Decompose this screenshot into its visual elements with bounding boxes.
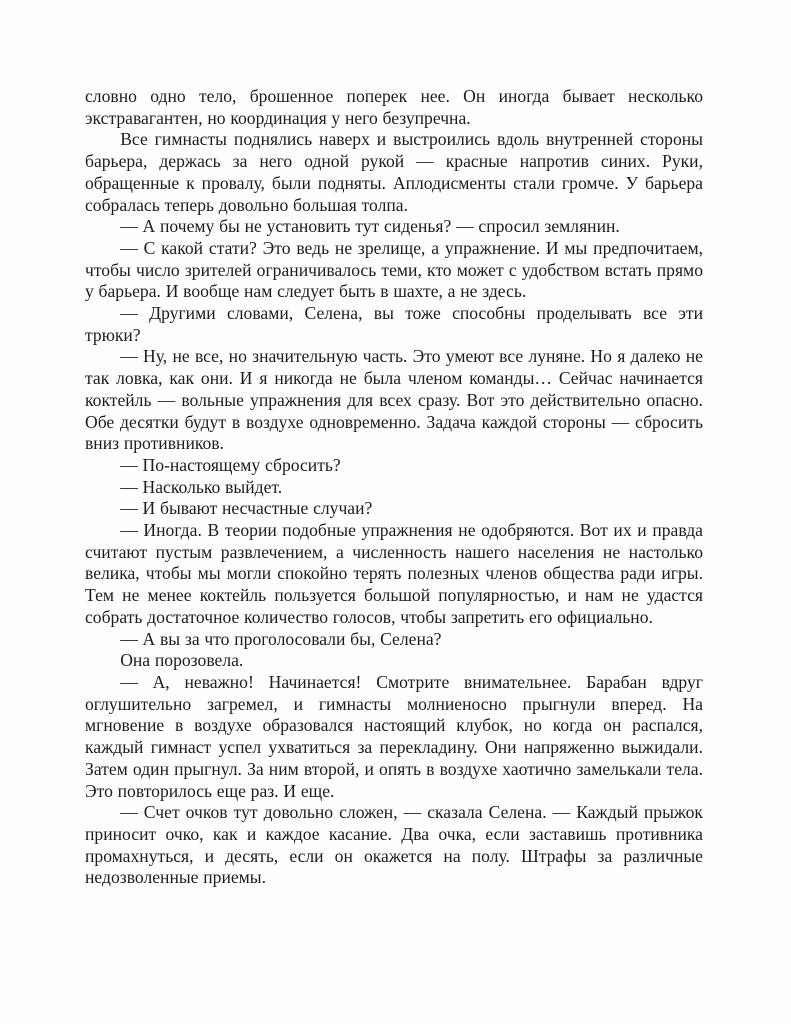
paragraph-dialogue: — Иногда. В теории подобные упражнения не одобряются. Вот их и правда считают пустым развлечением, а численность нашего населения не настолько велика, чтобы мы могли спокойно терять полезных членов общества ради игры. Тем не менее коктейль пользуется большой популярностью, и нам не удастся собрать достаточное количество голосов, чтобы запретить его официально. — [85, 520, 703, 627]
paragraph-dialogue: — Насколько выйдет. — [120, 476, 283, 497]
paragraph-dialogue: — И бывают несчастные случаи? — [120, 498, 373, 519]
paragraph: Она порозовела. — [120, 650, 244, 671]
paragraph-dialogue: — Счет очков тут довольно сложен, — сказала Селена. — Каждый прыжок приносит очко, как и каждое касание. Два очка, если заставишь противника промахнуться, и десять, если он окажется на полу. Штрафы за различные недозволенные приемы. — [85, 802, 703, 888]
paragraph-dialogue: — А вы за что проголосовали бы, Селена? — [120, 628, 442, 649]
paragraph-dialogue: — А, неважно! Начинается! Смотрите внимательнее. Барабан вдруг оглушительно загремел, и гимнасты молниеносно прыгнули вперед. На мгновение в воздухе образовался настоящий клубок, но когда он распался, каждый гимнаст успел ухватиться за перекладину. Они напряженно выжидали. Затем один прыгнул. За ним второй, и опять в воздухе хаотично замелькали тела. Это повторилось еще раз. И еще. — [85, 671, 703, 801]
paragraph-dialogue: — С какой стати? Это ведь не зрелище, а упражнение. И мы предпочитаем, чтобы число зрителей ограничивалось теми, кто может с удобством встать прямо у барьера. И вообще нам следует быть в шахте, а не здесь. — [85, 237, 703, 302]
paragraph-dialogue: — Другими словами, Селена, вы тоже способны проделывать все эти трюки? — [85, 303, 703, 345]
paragraph-dialogue: — А почему бы не установить тут сиденья? — спросил землянин. — [120, 216, 620, 237]
paragraph-dialogue: — По-настоящему сбросить? — [120, 454, 341, 475]
paragraph-continuation: словно одно тело, брошенное поперек нее. Он иногда бывает несколько экстравагантен, но координация у него безупречна. — [85, 86, 703, 128]
paragraph-dialogue: — Ну, не все, но значительную часть. Это умеют все луняне. Но я далеко не так ловка, как они. И я никогда не была членом команды… Сейчас начинается коктейль — вольные упражнения для всех сразу. Вот это действительно опасно. Обе десятки будут в воздухе одновременно. Задача каждой стороны — сбросить вниз противников. — [85, 346, 703, 454]
paragraph: Все гимнасты поднялись наверх и выстроились вдоль внутренней стороны барьера, держась за него одной рукой — красные напротив синих. Руки, обращенные к провалу, были подняты. Аплодисменты стали громче. У барьера собралась теперь довольно большая толпа. — [85, 129, 703, 215]
